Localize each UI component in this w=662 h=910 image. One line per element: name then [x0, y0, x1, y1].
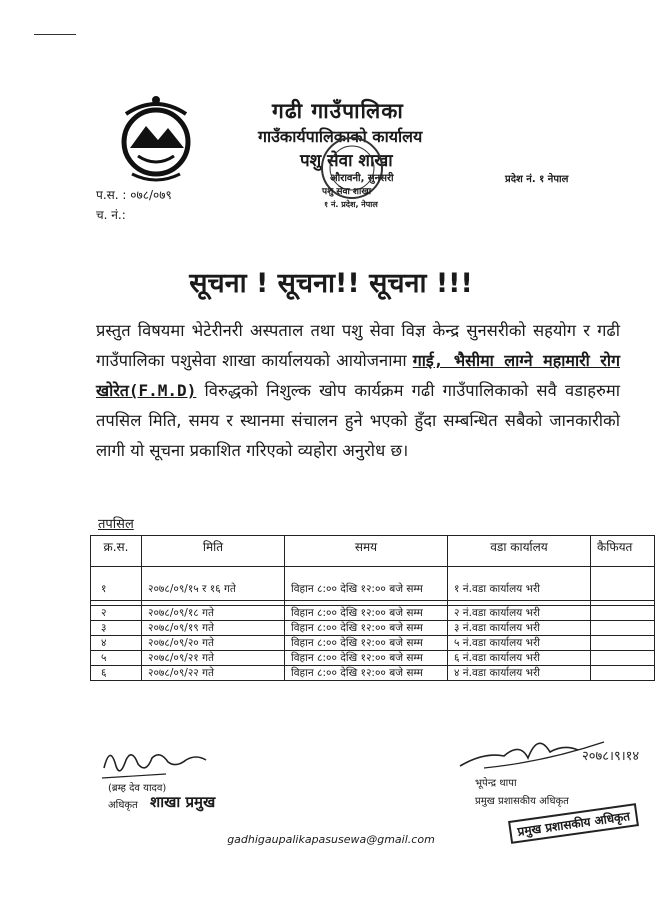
header-sn: क्र.स.	[91, 536, 142, 567]
office-name: गाउँकार्यपालिकाको कार्यालय	[258, 127, 423, 146]
cell-time: विहान ८:०० देखि १२:०० बजे सम्म	[285, 606, 448, 621]
right-signature-date: २०७८।९।१४	[582, 749, 640, 764]
cell-date: २०७८/०९/१८ गते	[142, 606, 285, 621]
address-line-1: औरावनी, सुनसरी	[330, 173, 394, 184]
cell-sn: २	[91, 606, 142, 621]
cell-remarks	[591, 567, 655, 601]
municipality-name: गढी गाउँपालिका	[272, 99, 404, 123]
table-row	[91, 621, 655, 636]
schedule-table	[90, 535, 655, 681]
cell-sn: १	[91, 567, 142, 601]
footer-email: gadhigaupalikapasusewa@gmail.com	[227, 833, 435, 846]
table-header-row	[91, 536, 655, 567]
cell-sn: ४	[91, 636, 142, 651]
header-time: समय	[285, 536, 448, 567]
cell-time: विहान ८:०० देखि १२:०० बजे सम्म	[285, 567, 448, 601]
schedule-label: तपसिल	[98, 517, 134, 532]
header-date: मिति	[142, 536, 285, 567]
cell-ward: १ नं.वडा कार्यालय भरी	[448, 567, 591, 601]
dispatch-number: च. नं.:	[96, 208, 126, 222]
cell-ward: ६ नं.वडा कार्यालय भरी	[448, 651, 591, 666]
nepal-emblem-icon	[108, 90, 204, 186]
cell-remarks	[591, 651, 655, 666]
designation-stamp: प्रमुख प्रशासकीय अधिकृत	[508, 803, 639, 844]
cell-time: विहान ८:०० देखि १२:०० बजे सम्म	[285, 651, 448, 666]
table-row	[91, 606, 655, 621]
cell-ward: ३ नं.वडा कार्यालय भरी	[448, 621, 591, 636]
cell-date: २०७८/०९/१५ र १६ गते	[142, 567, 285, 601]
notice-body-part-2: विरुद्धको निशुल्क खोप कार्यक्रम गढी गाउँपालिकाको सवै वडाहरुमा तपसिल मिति, समय र स्थानमा संचालन हुने भएको हुँदा सम्बन्धित सबैको जानकारीको लागी यो सूचना प्रकाशित गरिएको व्यहोरा अनुरोध छ।	[96, 381, 620, 460]
table-row	[91, 666, 655, 681]
header-ward: वडा कार्यालय	[448, 536, 591, 567]
header-remarks: कैफियत	[591, 536, 655, 567]
notice-body	[96, 316, 620, 466]
right-signatory-designation: प्रमुख प्रशासकीय अधिकृत	[475, 796, 569, 807]
cell-ward: ५ नं.वडा कार्यालय भरी	[448, 636, 591, 651]
table-row	[91, 636, 655, 651]
right-signatory-name: भूपेन्द्र थापा	[475, 778, 517, 789]
cell-ward: ४ नं.वडा कार्यालय भरी	[448, 666, 591, 681]
cell-remarks	[591, 606, 655, 621]
address-line-2: पशु सेवा शाखा	[322, 187, 372, 197]
cell-sn: ६	[91, 666, 142, 681]
cell-sn: ५	[91, 651, 142, 666]
cell-date: २०७८/०९/२० गते	[142, 636, 285, 651]
left-signatory-name: (ब्रम्ह देव यादव)	[108, 783, 167, 794]
cell-remarks	[591, 666, 655, 681]
cell-sn: ३	[91, 621, 142, 636]
cell-time: विहान ८:०० देखि १२:०० बजे सम्म	[285, 636, 448, 651]
table-row	[91, 651, 655, 666]
left-signatory-designation: अधिकृत	[108, 800, 138, 811]
address-line-3: १ नं. प्रदेश, नेपाल	[324, 200, 378, 209]
cell-date: २०७८/०९/१९ गते	[142, 621, 285, 636]
notice-body-highlight: गाई, भैसीमा लाग्ने महामारी रोग खोरेत(F.M.D)	[96, 351, 620, 400]
top-rule	[34, 34, 76, 35]
cell-remarks	[591, 621, 655, 636]
right-signature	[454, 722, 644, 772]
reference-number: प.स. : ०७८/०७९	[96, 188, 172, 202]
left-designation-stamp: शाखा प्रमुख	[150, 793, 216, 811]
cell-remarks	[591, 636, 655, 651]
cell-time: विहान ८:०० देखि १२:०० बजे सम्म	[285, 666, 448, 681]
notice-body-part-1: प्रस्तुत विषयमा भेटेरीनरी अस्पताल तथा पशु सेवा विज्ञ केन्द्र सुनसरीको सहयोग र गढी गाउँपालिका पशुसेवा शाखा कार्यालयको आयोजनामा	[96, 321, 620, 370]
province-label: प्रदेश नं. १ नेपाल	[505, 174, 569, 185]
table-row	[91, 567, 655, 601]
branch-name: पशु सेवा शाखा	[300, 151, 393, 171]
cell-ward: २ नं.वडा कार्यालय भरी	[448, 606, 591, 621]
cell-date: २०७८/०९/२२ गते	[142, 666, 285, 681]
cell-date: २०७८/०९/२१ गते	[142, 651, 285, 666]
notice-title: सूचना ! सूचना!! सूचना !!!	[189, 268, 473, 299]
cell-time: विहान ८:०० देखि १२:०० बजे सम्म	[285, 621, 448, 636]
